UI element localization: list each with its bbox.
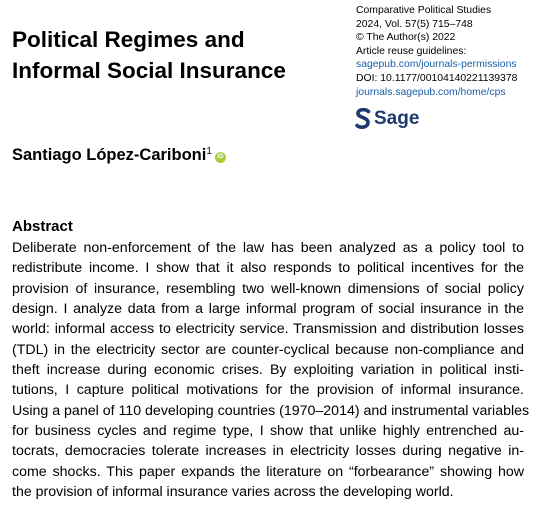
abstract-line: provision of insurance, resembling two well-known dimensions of social policy [12, 280, 524, 297]
abstract-line: tutions, I capture political motivations for the provision of informal insurance. [12, 382, 524, 399]
title-line-1: Political Regimes and [12, 27, 245, 52]
title-line-2: Informal Social Insurance [12, 58, 286, 83]
abstract-line: Using a panel of 110 developing countries (1970–2014) and instrumental variables [12, 402, 530, 419]
abstract-heading: Abstract [12, 218, 73, 235]
sage-s-icon [355, 108, 371, 130]
publisher-name: Sage [374, 108, 420, 129]
permissions-link[interactable]: sagepub.com/journals-permissions [356, 59, 517, 71]
abstract-line: (TDL) in the electricity sector are counter-cyclical because non-compliance and [12, 341, 524, 358]
abstract-line: come shocks. This paper expands the literature on “forbearance” showing how [12, 463, 524, 480]
reuse-guidelines-label: Article reuse guidelines: [356, 45, 467, 57]
doi[interactable]: DOI: 10.1177/00104140221139378 [356, 72, 518, 84]
orcid-icon[interactable]: iD [215, 152, 226, 163]
journal-name: Comparative Political Studies [356, 5, 492, 16]
copyright: © The Author(s) 2022 [356, 32, 456, 44]
abstract-line: design. I analyze data from a large informal program of social insurance in the [12, 301, 524, 318]
abstract-body [12, 238, 530, 502]
journal-home-link[interactable]: journals.sagepub.com/home/cps [356, 86, 506, 98]
abstract-line: theft increase during economic crises. By exploiting variation in political insti- [12, 362, 524, 379]
abstract-line: Deliberate non-enforcement of the law has been analyzed as a policy tool to [12, 240, 524, 256]
journal-volume: 2024, Vol. 57(5) 715–748 [356, 18, 473, 30]
journal-info [356, 4, 550, 99]
author-line [12, 146, 226, 165]
article-title [12, 24, 342, 86]
abstract-line: world: informal access to electricity service. Transmission and distribution losses [12, 321, 524, 338]
affiliation-mark: 1 [206, 146, 212, 157]
abstract-line: tocrats, democracies tolerate increases in electricity losses during negative in- [12, 443, 524, 460]
publisher-logo [355, 107, 419, 131]
abstract-line: the provision of informal insurance varies across the developing world. [12, 484, 454, 501]
abstract-line: redistribute income. I show that it also responds to political incentives for the [12, 260, 524, 277]
abstract-line: for business cycles and regime type, I show that unlike highly entrenched au- [12, 423, 524, 440]
author-name[interactable]: Santiago López-Cariboni [12, 146, 207, 164]
